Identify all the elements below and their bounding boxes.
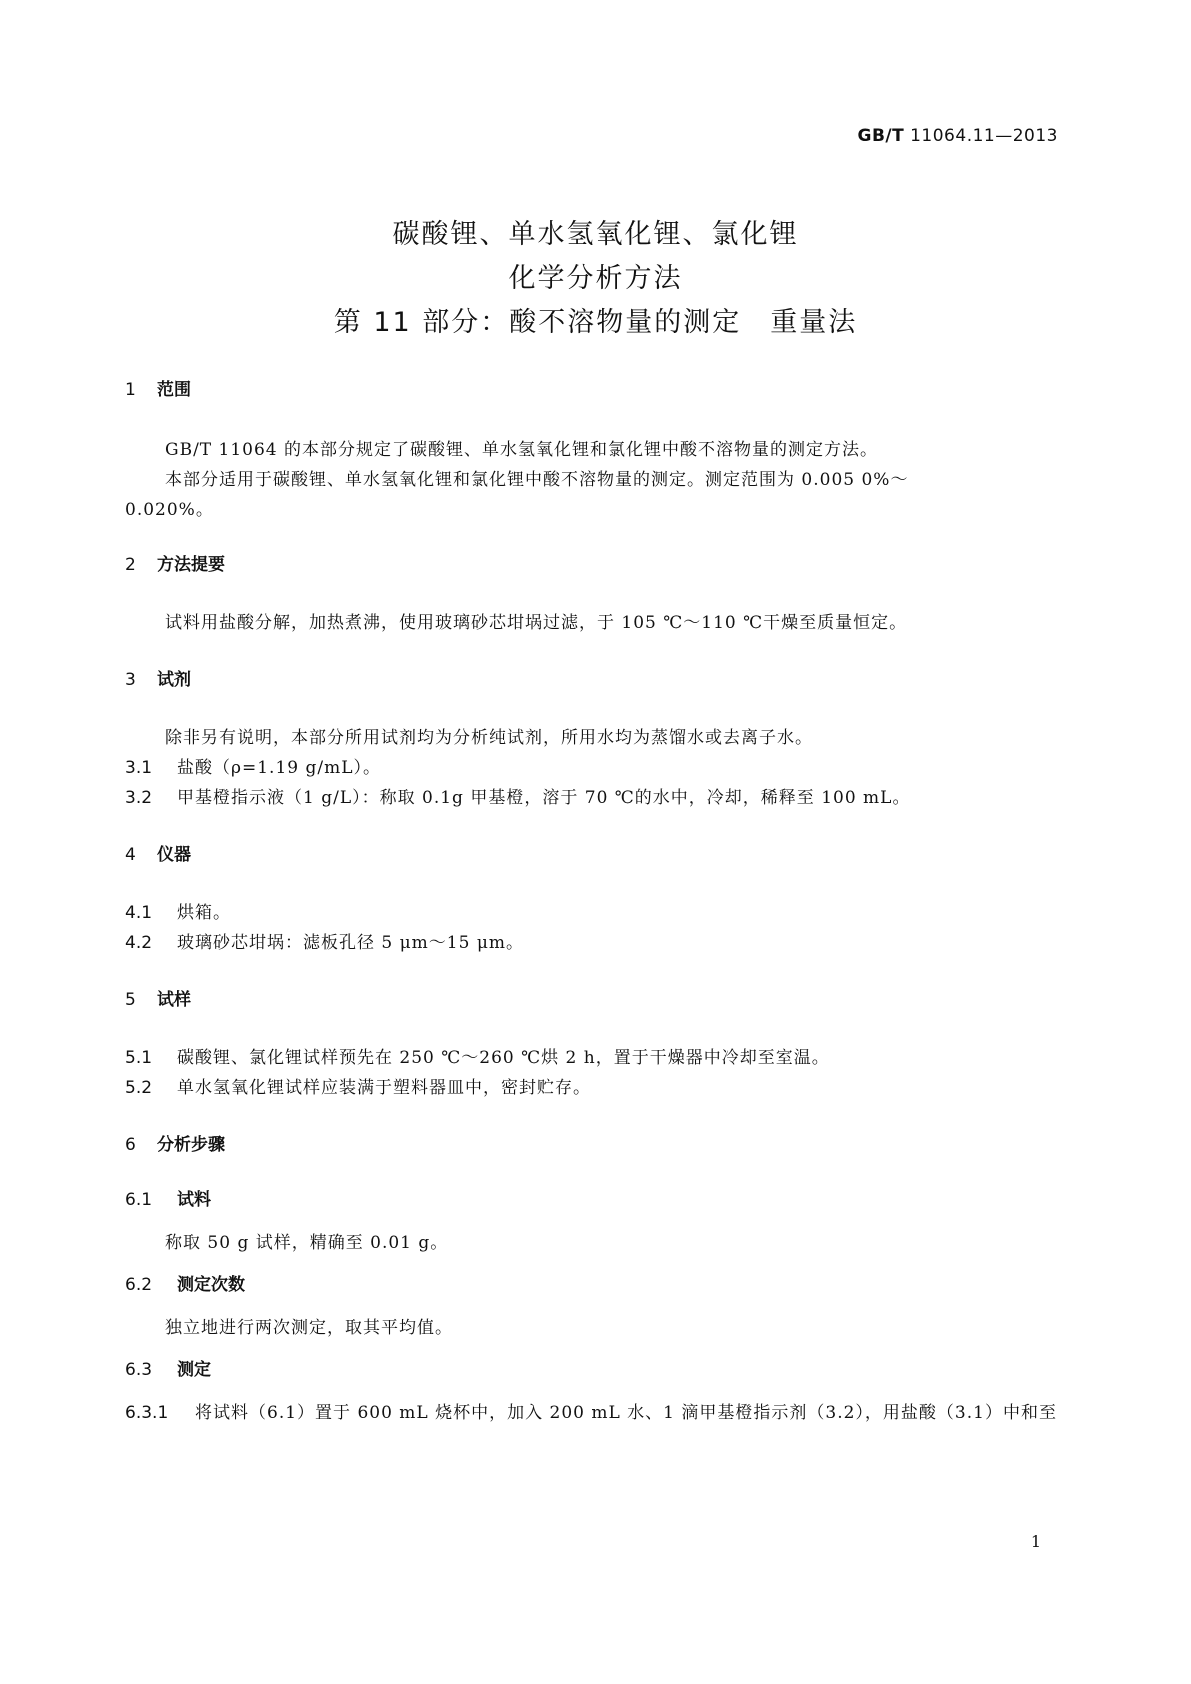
item-5-1: 5.1 碳酸锂、氯化锂试样预先在 250 ℃～260 ℃烘 2 h，置于干燥器中冷却至室温。 xyxy=(125,1048,830,1068)
standard-code-prefix: GB/T xyxy=(857,126,905,146)
title-line-1: 碳酸锂、单水氢氧化锂、氯化锂 xyxy=(392,219,799,250)
title-line-2: 化学分析方法 xyxy=(508,263,683,294)
item-3-2: 3.2 甲基橙指示液（1 g/L）：称取 0.1g 甲基橙，溶于 70 ℃的水中，冷却，稀释至 100 mL。 xyxy=(125,788,911,808)
section-1-para-1: GB/T 11064 的本部分规定了碳酸锂、单水氢氧化锂和氯化锂中酸不溶物量的测定方法。 xyxy=(165,440,879,460)
item-5-2: 5.2 单水氢氧化锂试样应装满于塑料器皿中，密封贮存。 xyxy=(125,1078,591,1098)
page-number: 1 xyxy=(1030,1532,1041,1551)
title-line-3: 第 11 部分：酸不溶物量的测定 重量法 xyxy=(333,307,858,338)
section-2-heading: 2 方法提要 xyxy=(125,555,225,575)
section-1-heading: 1 范围 xyxy=(125,380,191,400)
section-6-heading: 6 分析步骤 xyxy=(125,1135,225,1155)
subsection-6-1-heading: 6.1 试料 xyxy=(125,1190,211,1210)
section-2-para-1: 试料用盐酸分解，加热煮沸，使用玻璃砂芯坩埚过滤，于 105 ℃～110 ℃干燥至质量恒定。 xyxy=(165,613,908,633)
section-3-heading: 3 试剂 xyxy=(125,670,191,690)
subsection-6-3-heading: 6.3 测定 xyxy=(125,1360,211,1380)
section-1-para-2a: 本部分适用于碳酸锂、单水氢氧化锂和氯化锂中酸不溶物量的测定。测定范围为 0.005 0%～ xyxy=(165,470,909,490)
subsection-6-2-para: 独立地进行两次测定，取其平均值。 xyxy=(165,1318,453,1338)
item-4-1: 4.1 烘箱。 xyxy=(125,903,231,923)
section-4-heading: 4 仪器 xyxy=(125,845,191,865)
item-6-3-1: 6.3.1 将试料（6.1）置于 600 mL 烧杯中，加入 200 mL 水、1 滴甲基橙指示剂（3.2），用盐酸（3.1）中和至 xyxy=(125,1403,1057,1423)
item-3-1: 3.1 盐酸（ρ=1.19 g/mL）。 xyxy=(125,758,382,778)
section-3-para-1: 除非另有说明，本部分所用试剂均为分析纯试剂，所用水均为蒸馏水或去离子水。 xyxy=(165,728,813,748)
subsection-6-2-heading: 6.2 测定次数 xyxy=(125,1275,245,1295)
standard-code-number: 11064.11—2013 xyxy=(910,126,1058,146)
section-5-heading: 5 试样 xyxy=(125,990,191,1010)
item-4-2: 4.2 玻璃砂芯坩埚：滤板孔径 5 μm～15 μm。 xyxy=(125,933,524,953)
subsection-6-1-para: 称取 50 g 试样，精确至 0.01 g。 xyxy=(165,1233,449,1253)
standard-code xyxy=(857,126,1058,146)
section-1-para-2b: 0.020%。 xyxy=(125,500,214,520)
